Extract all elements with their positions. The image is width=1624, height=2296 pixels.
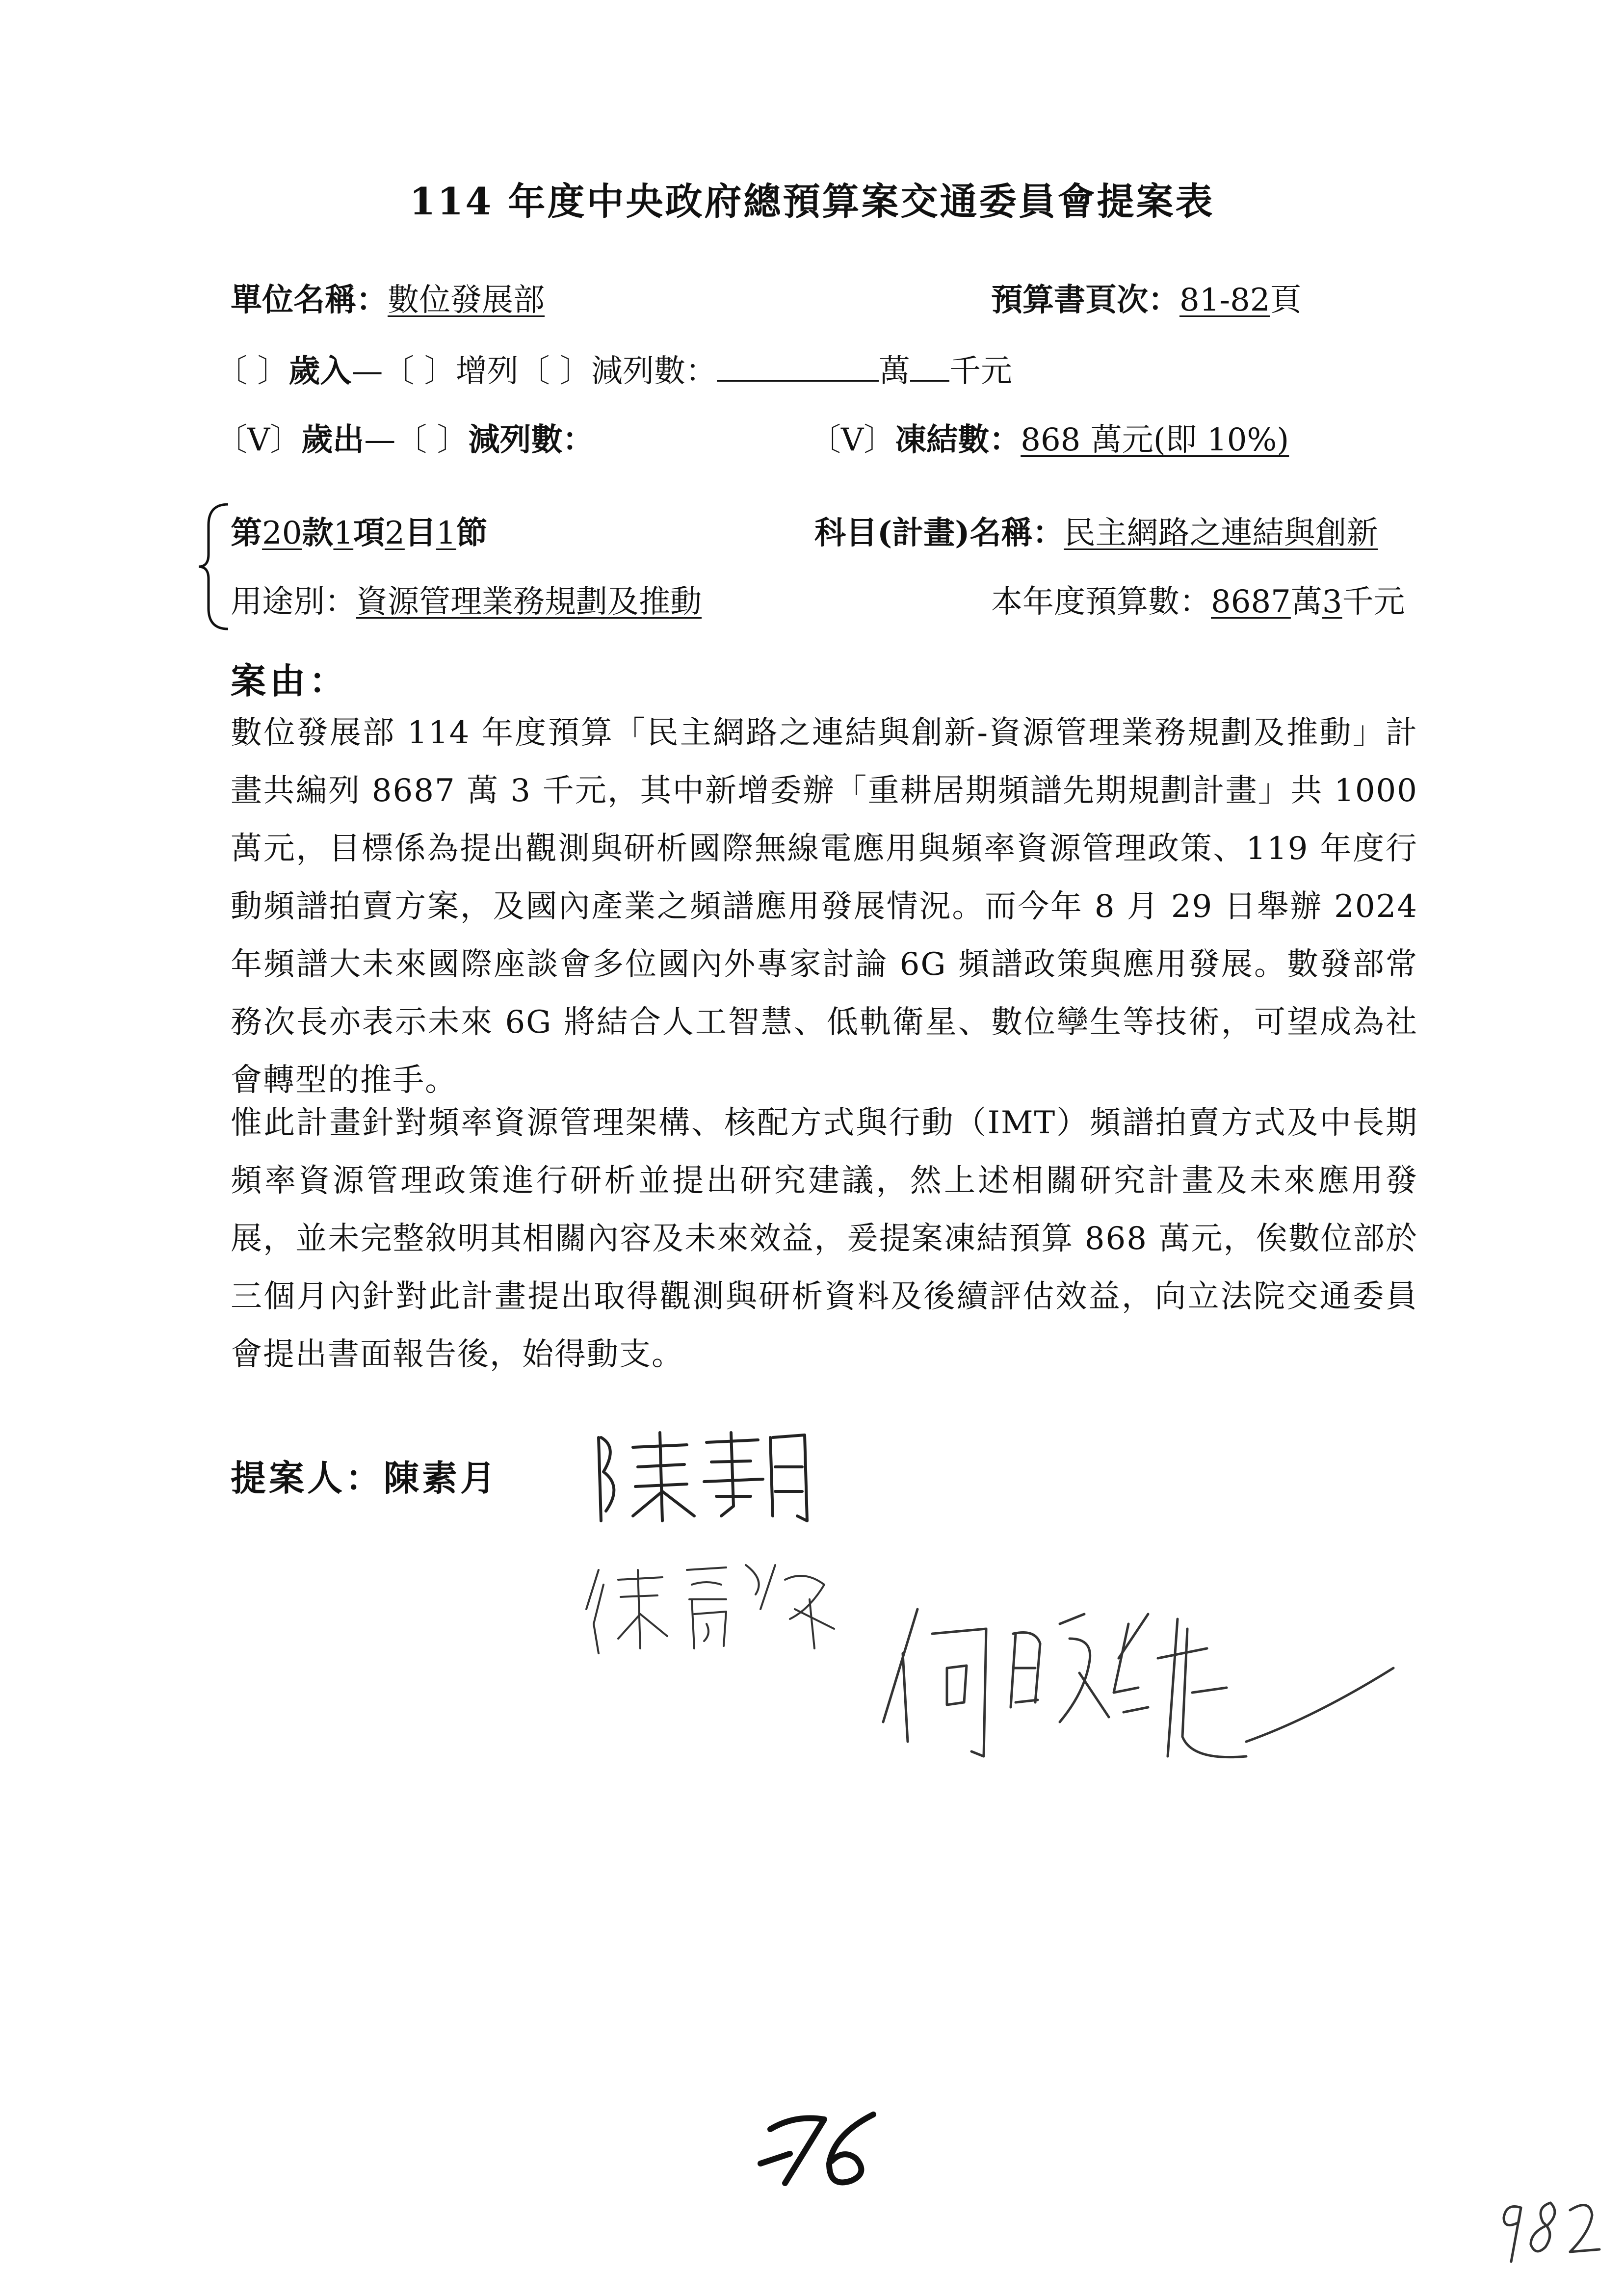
reduce-amount-blank xyxy=(717,353,879,382)
usage-label: 用途別： xyxy=(231,584,356,620)
reduce-thousand-blank xyxy=(910,353,949,382)
page-mark-image xyxy=(756,2100,893,2198)
signature-3-image xyxy=(873,1594,1403,1820)
usage-value: 資源管理業務規劃及推動 xyxy=(356,584,702,620)
revenue-reduce-checkbox: 〔 〕 xyxy=(518,353,592,390)
item-di: 第 xyxy=(231,515,262,551)
reason-heading: 案由： xyxy=(231,660,349,702)
expenditure-checkbox: 〔V〕 xyxy=(216,422,302,458)
item-xiang: 1 xyxy=(333,515,354,551)
usage-row xyxy=(231,576,702,622)
freeze-row xyxy=(810,415,1289,460)
freeze-value: 868 萬元(即 10%) xyxy=(1021,422,1289,458)
revenue-row xyxy=(216,346,1012,391)
freeze-checkbox: 〔V〕 xyxy=(810,422,895,458)
item-xiang-label: 項 xyxy=(353,515,385,551)
expenditure-reduce-checkbox: 〔 〕 xyxy=(395,422,469,458)
revenue-wan: 萬 xyxy=(879,353,911,390)
subject-row xyxy=(814,508,1378,553)
annual-budget-wan-value: 8687 xyxy=(1211,584,1291,620)
annual-budget-row xyxy=(991,576,1405,622)
reason-paragraph-2: 惟此計畫針對頻率資源管理架構、核配方式與行動（IMT）頻譜拍賣方式及中長期頻率資源管理政策進行研析並提出研究建議，然上述相關研究計畫及未來應用發展，並未完整敘明其相關內容及未來效益，爰提案凍結預算 868 萬元，俟數位部於三個月內針對此計畫提出取得觀測與研析資料及後續評估效益，向立法院交通委員會提出書面報告後，始得動支。 xyxy=(231,1105,1418,1373)
expenditure-reduce-label: 減列數： xyxy=(468,421,594,458)
item-bracket xyxy=(194,500,233,633)
subject-value: 民主網路之連結與創新 xyxy=(1064,515,1378,551)
annual-budget-thousand: 千元 xyxy=(1342,584,1405,620)
reason-paragraph-1: 數位發展部 114 年度預算「民主網路之連結與創新-資源管理業務規劃及推動」計畫共編列 8687 萬 3 千元，其中新增委辦「重耕居期頻譜先期規劃計畫」共 1000 萬元，目標係為提出觀測與研析國際無線電應用與頻率資源管理政策、119 年度行動頻譜拍賣方案，及國內產業之頻譜應用發展情況。而今年 8 月 29 日舉辦 2024 年頻譜大未來國際座談會多位國內外專家討論 6G 頻譜政策與應用發展。數發部常務次長亦表示未來 6G 將結合人工智慧、低軌衛星、數位孿生等技術，可望成為社會轉型的推手。 xyxy=(231,715,1418,1098)
revenue-checkbox: 〔 〕 xyxy=(216,353,289,390)
unit-name-row xyxy=(231,275,545,320)
revenue-dash: — xyxy=(351,353,383,390)
unit-name-value: 數位發展部 xyxy=(388,282,545,318)
freeze-label: 凍結數： xyxy=(895,421,1021,458)
item-mu: 2 xyxy=(385,515,405,551)
annual-budget-label: 本年度預算數： xyxy=(991,584,1211,620)
item-jie-label: 節 xyxy=(456,515,488,551)
revenue-label: 歲入 xyxy=(288,353,352,390)
item-row xyxy=(231,508,488,553)
add-checkbox: 〔 〕 xyxy=(383,353,456,390)
signature-1-image xyxy=(589,1418,814,1531)
budget-page-label: 預算書頁次： xyxy=(991,282,1179,318)
proposer-name: 陳素月 xyxy=(384,1457,499,1499)
annual-budget-thousand-value: 3 xyxy=(1322,584,1342,620)
corner-number-image xyxy=(1492,2188,1609,2267)
item-jie: 1 xyxy=(436,515,456,551)
add-label: 增列 xyxy=(455,353,519,390)
revenue-thousand: 千元 xyxy=(949,353,1013,390)
annual-budget-wan: 萬 xyxy=(1290,584,1322,620)
expenditure-label: 歲出 xyxy=(301,421,365,458)
budget-page-row xyxy=(991,275,1302,320)
proposer-label: 提案人： xyxy=(231,1457,384,1499)
budget-page-suffix: 頁 xyxy=(1270,282,1302,318)
page-title: 114 年度中央政府總預算案交通委員會提案表 xyxy=(409,180,1215,223)
proposer-row xyxy=(231,1450,498,1501)
subject-label: 科目(計畫)名稱： xyxy=(814,515,1064,551)
expenditure-dash: — xyxy=(364,422,396,458)
item-kuan: 20 xyxy=(262,515,302,551)
item-kuan-label: 款 xyxy=(302,515,334,551)
item-mu-label: 目 xyxy=(404,515,436,551)
revenue-reduce-label: 減列數： xyxy=(591,353,717,390)
budget-page-value: 81-82 xyxy=(1179,282,1270,318)
expenditure-row xyxy=(216,415,594,460)
unit-name-label: 單位名稱： xyxy=(231,282,388,318)
signature-2-image xyxy=(579,1550,854,1658)
